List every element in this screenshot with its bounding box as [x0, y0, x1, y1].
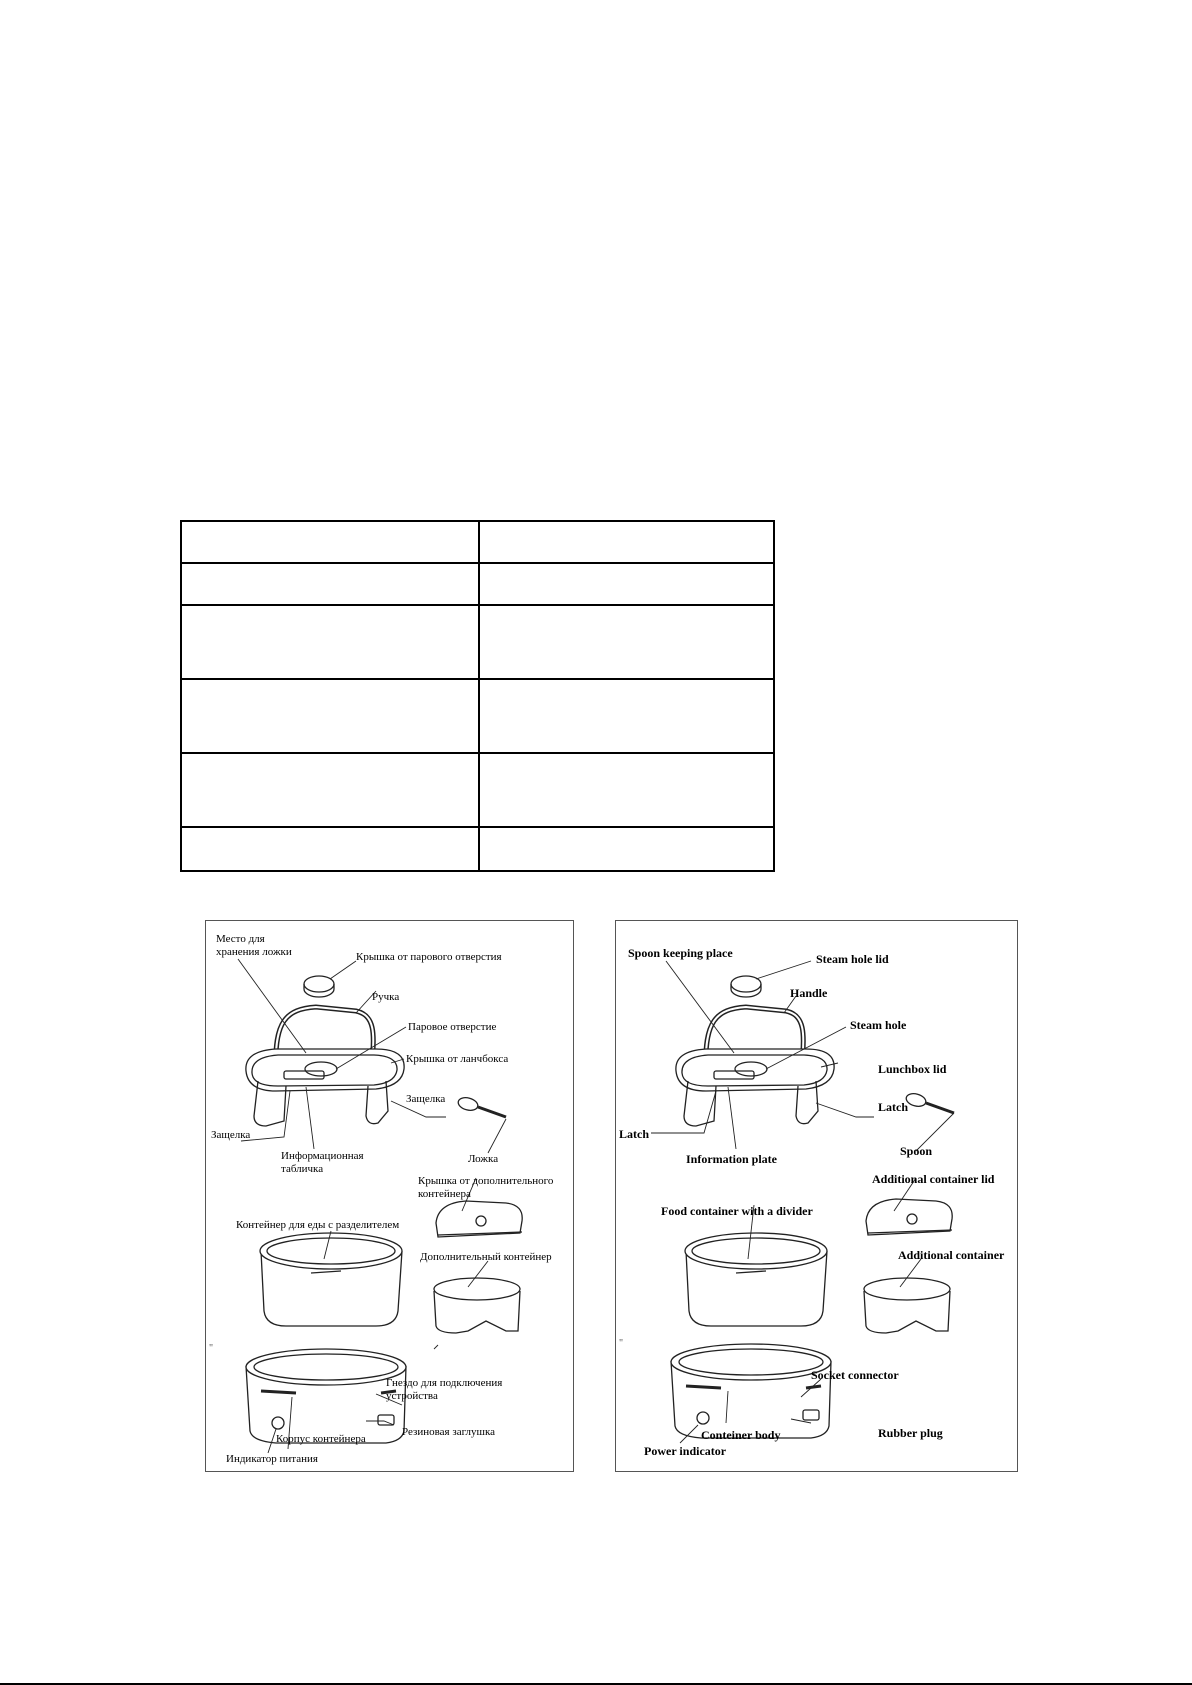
- label-steam-hole: Паровое отверстие: [408, 1021, 497, 1033]
- label-socket-connector: Socket connector: [811, 1368, 899, 1382]
- label-lunchbox-lid: Крышка от ланчбокса: [406, 1053, 509, 1065]
- label-info-plate: Информационная табличка: [281, 1150, 364, 1175]
- label-rubber-plug: Rubber plug: [878, 1426, 943, 1440]
- table-row: [181, 753, 774, 827]
- label-steam-hole: Steam hole: [850, 1018, 907, 1032]
- label-steam-hole-lid: Крышка от парового отверстия: [356, 951, 502, 963]
- label-food-container: Контейнер для еды с разделителем: [236, 1219, 400, 1231]
- label-additional-lid: Крышка от дополнительного контейнера: [418, 1175, 554, 1200]
- table-cell: [181, 563, 479, 605]
- svg-text:": ": [619, 1338, 624, 1349]
- label-info-plate: Information plate: [686, 1152, 777, 1166]
- label-additional-lid: Additional container lid: [872, 1172, 995, 1186]
- label-latch-left: Latch: [619, 1127, 649, 1141]
- table-row: [181, 563, 774, 605]
- label-latch-right: Защелка: [406, 1093, 446, 1105]
- label-power-indicator: Power indicator: [644, 1444, 727, 1458]
- lunchbox-diagram-en: [615, 920, 1018, 1472]
- label-steam-hole-lid: Steam hole lid: [816, 952, 889, 966]
- table-row: [181, 679, 774, 753]
- table-cell: [181, 827, 479, 871]
- label-container-body: Корпус контейнера: [276, 1433, 366, 1445]
- label-handle: Handle: [790, 986, 828, 1000]
- table-row: [181, 521, 774, 563]
- label-latch-right: Latch: [878, 1100, 908, 1114]
- lunchbox-diagram-ru: [205, 920, 574, 1472]
- table-cell: [181, 605, 479, 679]
- label-spoon: Ложка: [468, 1153, 499, 1165]
- label-socket-connector: Гнездо для подключения устройства: [386, 1377, 503, 1402]
- table-cell: [479, 563, 774, 605]
- label-lunchbox-lid: Lunchbox lid: [878, 1062, 947, 1076]
- table-row: [181, 827, 774, 871]
- label-spoon-place: Место для хранения ложки: [216, 933, 292, 958]
- table-cell: [479, 679, 774, 753]
- lunchbox-drawing-en: [616, 921, 1017, 1471]
- table-row: [181, 605, 774, 679]
- label-additional-container: Additional container: [898, 1248, 1005, 1262]
- label-latch-left: Защелка: [211, 1129, 251, 1141]
- table-cell: [181, 521, 479, 563]
- label-spoon-place: Spoon keeping place: [628, 946, 733, 960]
- label-container-body: Conteiner body: [701, 1428, 781, 1442]
- table-cell: [479, 605, 774, 679]
- table-cell: [479, 521, 774, 563]
- table-cell: [479, 827, 774, 871]
- label-rubber-plug: Резиновая заглушка: [402, 1426, 496, 1438]
- svg-text:": ": [209, 1343, 214, 1354]
- table-cell: [181, 679, 479, 753]
- label-additional-container: Дополнительный контейнер: [420, 1251, 552, 1263]
- table-cell: [181, 753, 479, 827]
- label-spoon: Spoon: [900, 1144, 933, 1158]
- label-food-container: Food container with a divider: [661, 1204, 813, 1218]
- table-cell: [479, 753, 774, 827]
- label-handle: Ручка: [372, 991, 400, 1003]
- spec-table: [180, 520, 775, 872]
- label-power-indicator: Индикатор питания: [226, 1453, 318, 1465]
